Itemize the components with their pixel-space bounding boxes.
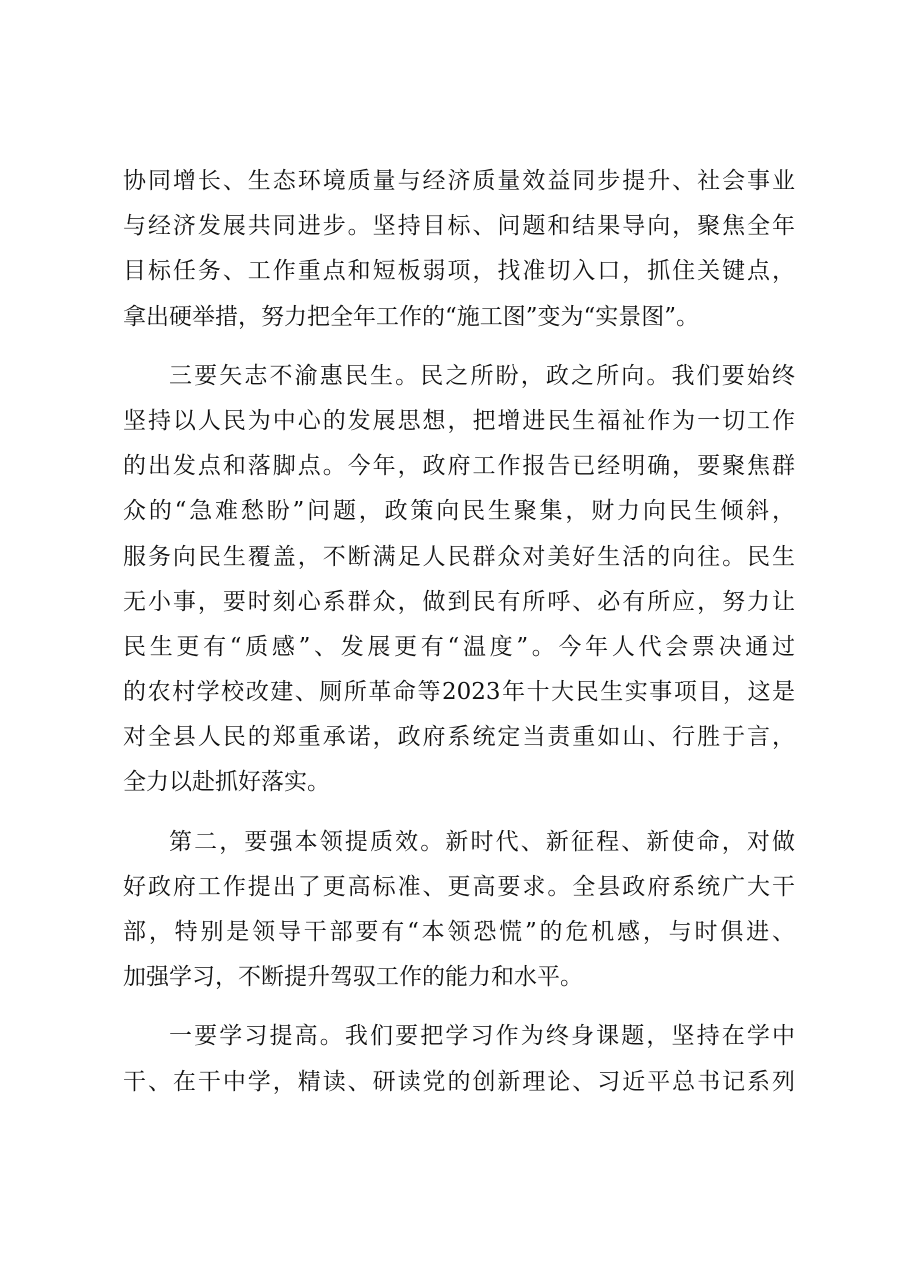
text-line: 无小事，要时刻心系群众，做到民有所呼、必有所应，努力让	[123, 588, 795, 615]
text-line: 的农村学校改建、厕所革命等2023年十大民生实事项目，这是	[123, 679, 795, 706]
document-body	[123, 159, 795, 1105]
paragraph-1	[123, 159, 795, 340]
text-line: 干、在干中学，精读、研读党的创新理论、习近平总书记系列	[123, 1068, 795, 1095]
text-line: 部，特别是领导干部要有“本领恐慌”的危机感，与时俱进、	[123, 919, 795, 945]
text-line: 的出发点和落脚点。今年，政府工作报告已经明确，要聚焦群	[123, 453, 795, 480]
text-line: 坚持以人民为中心的发展思想，把增进民生福祉作为一切工作	[123, 407, 795, 434]
text-line: 一要学习提高。我们要把学习作为终身课题，坚持在学中	[169, 1023, 795, 1050]
paragraph-3	[123, 820, 795, 1001]
text-line: 拿出硬举措，努力把全年工作的“施工图”变为“实景图”。	[123, 303, 700, 330]
text-line: 对全县人民的郑重承诺，政府系统定当责重如山、行胜于言，	[123, 724, 795, 751]
text-line: 与经济发展共同进步。坚持目标、问题和结果导向，聚焦全年	[123, 213, 795, 240]
text-line: 加强学习，不断提升驾驭工作的能力和水平。	[123, 964, 583, 991]
text-line: 服务向民生覆盖，不断满足人民群众对美好生活的向往。民生	[123, 543, 795, 570]
text-line: 第二，要强本领提质效。新时代、新征程、新使命，对做	[169, 828, 795, 855]
paragraph-2	[123, 354, 795, 806]
text-line: 众的“急难愁盼”问题，政策向民生聚集，财力向民生倾斜，	[123, 498, 795, 525]
text-line: 全力以赴抓好落实。	[123, 769, 330, 796]
text-line: 协同增长、生态环境质量与经济质量效益同步提升、社会事业	[123, 168, 795, 194]
paragraph-4	[123, 1014, 795, 1104]
text-line: 好政府工作提出了更高标准、更高要求。全县政府系统广大干	[123, 873, 795, 900]
text-line: 目标任务、工作重点和短板弱项，找准切入口，抓住关键点，	[123, 258, 795, 285]
text-line: 民生更有“质感”、发展更有“温度”。今年人代会票决通过	[123, 633, 795, 660]
text-line: 三要矢志不渝惠民生。民之所盼，政之所向。我们要始终	[169, 362, 795, 389]
